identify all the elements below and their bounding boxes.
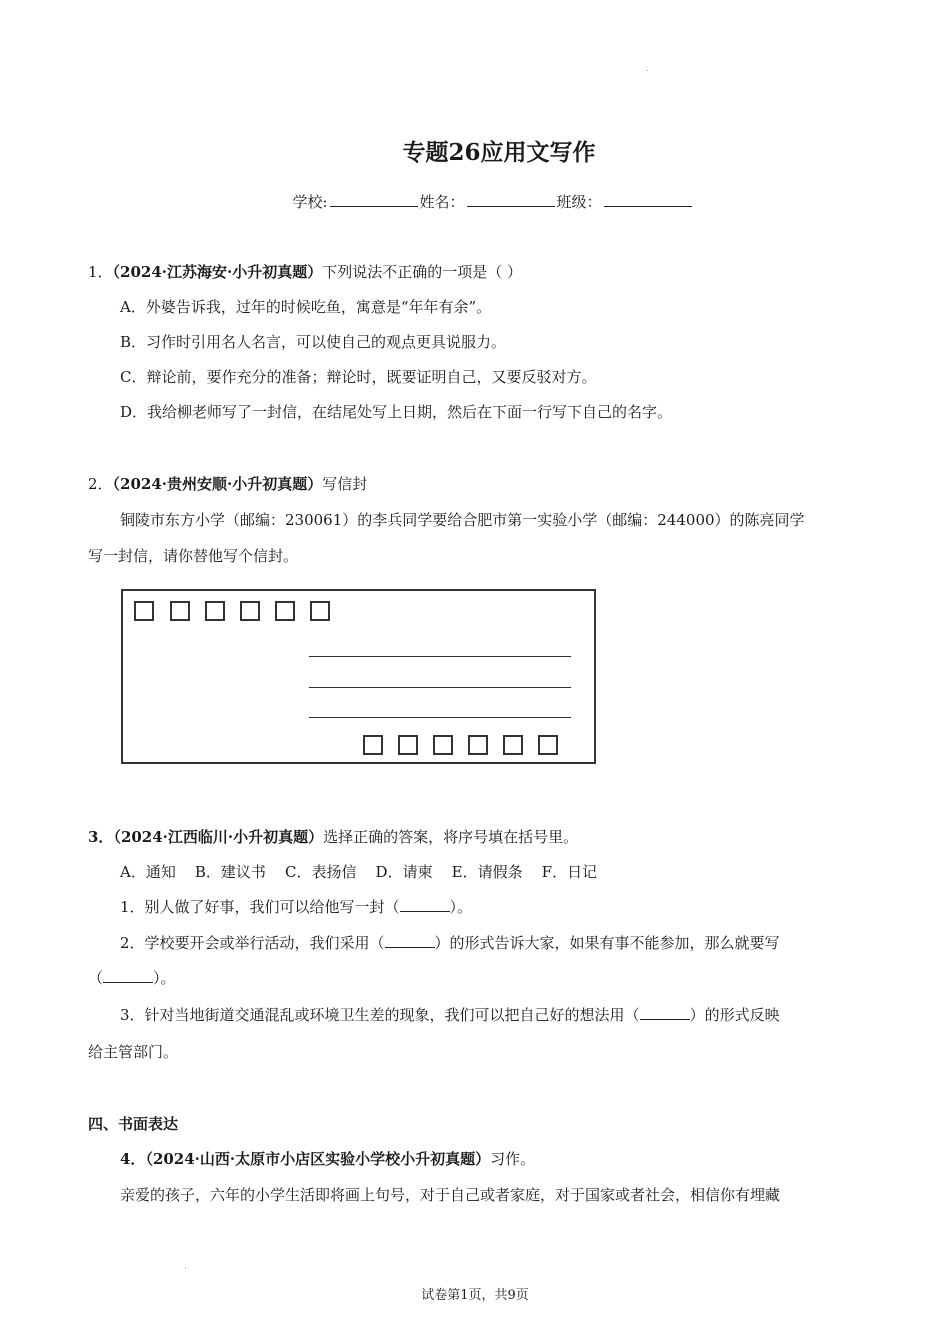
q3-number: 3． xyxy=(88,828,114,846)
q1-source: （2024·江苏海安·小升初真题） xyxy=(112,263,323,281)
q1-option-a: A．外婆告诉我，过年的时候吃鱼，寓意是“年年有余”。 xyxy=(120,298,492,316)
q2-body-line-1: 铜陵市东方小学（邮编：230061）的李兵同学要给合肥市第一实验小学（邮编：244000）的陈亮同学 xyxy=(120,511,805,529)
sender-postcode-box[interactable] xyxy=(363,735,383,755)
q1-stem: 下列说法不正确的一项是（ ） xyxy=(322,263,523,281)
q3-item-2b-blank[interactable] xyxy=(103,969,153,983)
q3-item-3-text: 3．针对当地街道交通混乱或环境卫生差的现象，我们可以把自己好的想法用（ xyxy=(120,1006,640,1024)
stray-mark xyxy=(185,1268,186,1269)
q1-number: 1． xyxy=(88,263,113,281)
q3-choices: A．通知 B．建议书 C．表扬信 D．请柬 E．请假条 F．日记 xyxy=(120,863,598,881)
q3-source: （2024·江西临川·小升初真题） xyxy=(113,828,324,846)
q3-item-2b-open: （ xyxy=(88,969,104,987)
q4-stem: 习作。 xyxy=(490,1150,536,1168)
q4-stem-line xyxy=(120,1149,535,1169)
q3-stem-line xyxy=(88,827,578,847)
q2-stem-line xyxy=(88,474,367,494)
q3-item-2 xyxy=(120,933,780,953)
q1-option-c: C．辩论前，要作充分的准备；辩论时，既要证明自己，又要反驳对方。 xyxy=(120,368,597,386)
q3-item-2-text: 2．学校要开会或举行活动，我们采用（ xyxy=(120,934,385,952)
page-title: 专题26应用文写作 xyxy=(402,139,596,166)
name-label: 姓名： xyxy=(419,193,465,211)
q3-item-2b-close: ）。 xyxy=(153,969,176,987)
q3-item-2-blank[interactable] xyxy=(385,934,435,948)
school-blank[interactable] xyxy=(330,192,418,207)
q1-option-b: B．习作时引用名人名言，可以使自己的观点更具说服力。 xyxy=(120,333,507,351)
address-line[interactable] xyxy=(309,656,571,657)
q3-item-1-text: 1．别人做了好事，我们可以给他写一封（ xyxy=(120,898,400,916)
q3-item-1-end: ）。 xyxy=(449,898,473,916)
address-line[interactable] xyxy=(309,687,571,688)
q1-option-d: D．我给柳老师写了一封信，在结尾处写上日期，然后在下面一行写下自己的名字。 xyxy=(120,403,673,421)
q3-item-2-cont xyxy=(88,968,176,988)
q3-item-3-end: ）的形式反映 xyxy=(689,1006,780,1024)
stray-mark xyxy=(647,70,648,71)
q3-item-1 xyxy=(120,897,472,917)
class-blank[interactable] xyxy=(604,192,692,207)
q3-item-3 xyxy=(120,1005,780,1025)
postcode-box[interactable] xyxy=(205,601,225,621)
sender-postcode-box[interactable] xyxy=(398,735,418,755)
q3-item-3-blank[interactable] xyxy=(640,1006,690,1020)
q1-stem-line xyxy=(88,262,522,282)
page-footer: 试卷第1页，共9页 xyxy=(421,1288,529,1303)
class-label: 班级： xyxy=(556,193,602,211)
postcode-box[interactable] xyxy=(275,601,295,621)
q4-body: 亲爱的孩子，六年的小学生活即将画上句号，对于自己或者家庭，对于国家或者社会，相信你有埋藏 xyxy=(120,1186,781,1204)
postcode-box[interactable] xyxy=(310,601,330,621)
postcode-box[interactable] xyxy=(134,601,154,621)
q2-source: （2024·贵州安顺·小升初真题） xyxy=(112,475,323,493)
student-info-line xyxy=(0,191,950,212)
q2-body-line-2: 写一封信，请你替他写个信封。 xyxy=(88,547,299,565)
sender-postcode-box[interactable] xyxy=(468,735,488,755)
section-4-heading: 四、书面表达 xyxy=(88,1115,179,1133)
q3-item-2-end: ）的形式告诉大家，如果有事不能参加，那么就要写 xyxy=(434,934,780,952)
name-blank[interactable] xyxy=(467,192,555,207)
postcode-box[interactable] xyxy=(170,601,190,621)
q2-number: 2． xyxy=(88,475,113,493)
q2-stem: 写信封 xyxy=(322,475,368,493)
q4-source: （2024·山西·太原市小店区实验小学校小升初真题） xyxy=(145,1150,491,1168)
sender-postcode-box[interactable] xyxy=(503,735,523,755)
q3-stem: 选择正确的答案，将序号填在括号里。 xyxy=(323,828,579,846)
q3-item-1-blank[interactable] xyxy=(400,898,450,912)
q4-number: 4． xyxy=(120,1150,146,1168)
sender-postcode-box[interactable] xyxy=(433,735,453,755)
school-label: 学校: xyxy=(292,193,328,211)
sender-postcode-box[interactable] xyxy=(538,735,558,755)
address-line[interactable] xyxy=(309,717,571,718)
postcode-box[interactable] xyxy=(240,601,260,621)
envelope-figure xyxy=(121,589,596,764)
q3-item-3-cont: 给主管部门。 xyxy=(88,1043,179,1061)
